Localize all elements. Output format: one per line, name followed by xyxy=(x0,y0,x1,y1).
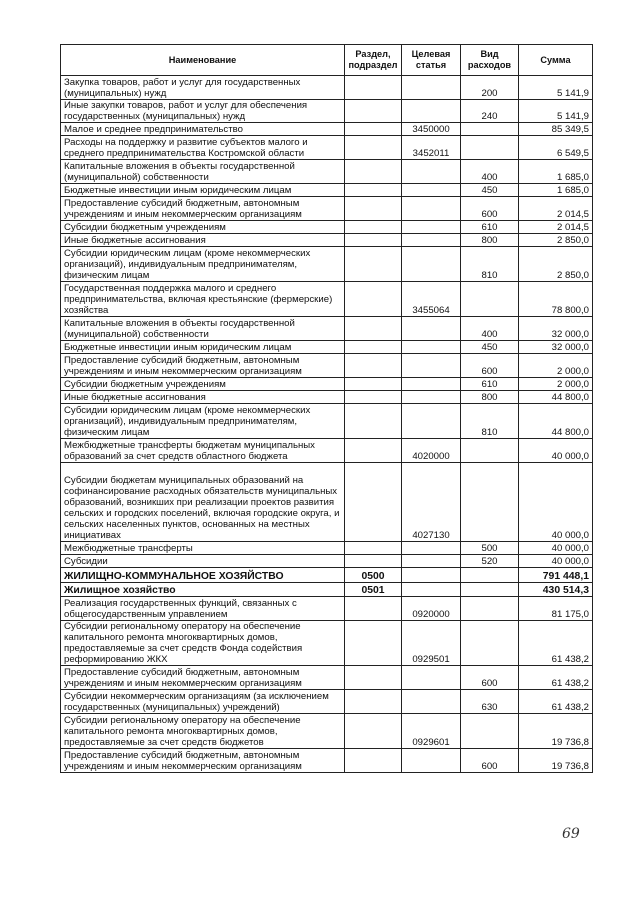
row-section xyxy=(345,341,402,354)
row-name: Субсидии юридическим лицам (кроме некоммерческих организаций), индивидуальным предпринимателям, физическим лицам xyxy=(61,247,345,282)
row-article xyxy=(402,542,461,555)
row-name: Малое и среднее предпринимательство xyxy=(61,123,345,136)
row-name: Расходы на поддержку и развитие субъектов малого и среднего предпринимательства Костромской области xyxy=(61,136,345,160)
row-type xyxy=(461,136,519,160)
table-row xyxy=(61,583,593,597)
row-article xyxy=(402,100,461,123)
row-article xyxy=(402,76,461,100)
row-name: Бюджетные инвестиции иным юридическим лицам xyxy=(61,341,345,354)
row-article: 4020000 xyxy=(402,439,461,463)
table-row xyxy=(61,666,593,690)
budget-table xyxy=(60,44,593,773)
row-article xyxy=(402,555,461,568)
row-amount: 32 000,0 xyxy=(519,341,593,354)
row-section xyxy=(345,555,402,568)
table-row xyxy=(61,76,593,100)
table-row xyxy=(61,714,593,749)
row-name: Реализация государственных функций, связанных с общегосударственным управлением xyxy=(61,597,345,621)
row-article xyxy=(402,317,461,341)
row-amount: 44 800,0 xyxy=(519,391,593,404)
row-section xyxy=(345,439,402,463)
row-section xyxy=(345,76,402,100)
table-row xyxy=(61,282,593,317)
table-row xyxy=(61,378,593,391)
row-section xyxy=(345,666,402,690)
row-article xyxy=(402,568,461,583)
row-amount: 32 000,0 xyxy=(519,317,593,341)
row-article xyxy=(402,197,461,221)
table-row xyxy=(61,568,593,583)
row-section xyxy=(345,221,402,234)
row-section xyxy=(345,597,402,621)
row-article: 3455064 xyxy=(402,282,461,317)
row-amount: 1 685,0 xyxy=(519,184,593,197)
row-type: 400 xyxy=(461,317,519,341)
row-type xyxy=(461,123,519,136)
row-name: Субсидии некоммерческим организациям (за исключением государственных (муниципальных) учреждений) xyxy=(61,690,345,714)
row-type: 450 xyxy=(461,184,519,197)
row-amount: 430 514,3 xyxy=(519,583,593,597)
row-name: Государственная поддержка малого и среднего предпринимательства, включая крестьянские (фермерские) хозяйства xyxy=(61,282,345,317)
row-article xyxy=(402,690,461,714)
table-row xyxy=(61,341,593,354)
table-row xyxy=(61,391,593,404)
row-amount: 5 141,9 xyxy=(519,76,593,100)
row-section xyxy=(345,404,402,439)
row-amount: 6 549,5 xyxy=(519,136,593,160)
row-section xyxy=(345,100,402,123)
row-amount: 61 438,2 xyxy=(519,666,593,690)
row-article: 4027130 xyxy=(402,463,461,542)
row-type: 400 xyxy=(461,160,519,184)
table-row xyxy=(61,160,593,184)
header-amount: Сумма xyxy=(519,45,593,76)
row-amount: 44 800,0 xyxy=(519,404,593,439)
row-amount: 40 000,0 xyxy=(519,542,593,555)
row-amount: 2 850,0 xyxy=(519,247,593,282)
header-type: Вид расходов xyxy=(461,45,519,76)
row-amount: 85 349,5 xyxy=(519,123,593,136)
table-row xyxy=(61,197,593,221)
row-type xyxy=(461,463,519,542)
row-name: Предоставление субсидий бюджетным, автономным учреждениям и иным некоммерческим организациям xyxy=(61,197,345,221)
row-type: 800 xyxy=(461,234,519,247)
row-section xyxy=(345,160,402,184)
row-amount: 2 014,5 xyxy=(519,221,593,234)
row-type: 200 xyxy=(461,76,519,100)
row-name: Иные бюджетные ассигнования xyxy=(61,391,345,404)
row-section xyxy=(345,749,402,773)
row-article xyxy=(402,354,461,378)
row-name: Предоставление субсидий бюджетным, автономным учреждениям и иным некоммерческим организациям xyxy=(61,749,345,773)
row-name: Субсидии xyxy=(61,555,345,568)
row-type: 800 xyxy=(461,391,519,404)
row-amount: 61 438,2 xyxy=(519,690,593,714)
row-name: Иные бюджетные ассигнования xyxy=(61,234,345,247)
row-section xyxy=(345,714,402,749)
row-section xyxy=(345,391,402,404)
row-section xyxy=(345,463,402,542)
table-row xyxy=(61,234,593,247)
row-section xyxy=(345,282,402,317)
row-article: 0929601 xyxy=(402,714,461,749)
row-article xyxy=(402,749,461,773)
row-amount: 1 685,0 xyxy=(519,160,593,184)
row-type: 500 xyxy=(461,542,519,555)
row-article: 3452011 xyxy=(402,136,461,160)
row-amount: 791 448,1 xyxy=(519,568,593,583)
row-name: Субсидии региональному оператору на обеспечение капитального ремонта многоквартирных домов, предоставляемые за счет средств Фонда содействия реформированию ЖКХ xyxy=(61,621,345,666)
row-section: 0501 xyxy=(345,583,402,597)
table-row xyxy=(61,439,593,463)
table-row xyxy=(61,184,593,197)
table-row xyxy=(61,100,593,123)
row-name: Закупка товаров, работ и услуг для государственных (муниципальных) нужд xyxy=(61,76,345,100)
row-type xyxy=(461,439,519,463)
row-amount: 2 014,5 xyxy=(519,197,593,221)
row-article: 0920000 xyxy=(402,597,461,621)
row-section xyxy=(345,378,402,391)
row-type: 600 xyxy=(461,666,519,690)
row-article: 0929501 xyxy=(402,621,461,666)
row-type: 810 xyxy=(461,247,519,282)
row-name: Субсидии юридическим лицам (кроме некоммерческих организаций), индивидуальным предпринимателям, физическим лицам xyxy=(61,404,345,439)
row-section xyxy=(345,197,402,221)
row-amount: 5 141,9 xyxy=(519,100,593,123)
table-row xyxy=(61,404,593,439)
row-article xyxy=(402,341,461,354)
row-section xyxy=(345,542,402,555)
row-section xyxy=(345,621,402,666)
row-amount: 2 000,0 xyxy=(519,354,593,378)
row-name: Бюджетные инвестиции иным юридическим лицам xyxy=(61,184,345,197)
header-article: Целевая статья xyxy=(402,45,461,76)
row-type xyxy=(461,621,519,666)
row-section xyxy=(345,234,402,247)
row-name: Жилищное хозяйство xyxy=(61,583,345,597)
table-row xyxy=(61,749,593,773)
row-type: 520 xyxy=(461,555,519,568)
row-name: Субсидии бюджетным учреждениям xyxy=(61,378,345,391)
row-name: Иные закупки товаров, работ и услуг для обеспечения государственных (муниципальных) нужд xyxy=(61,100,345,123)
row-name: Предоставление субсидий бюджетным, автономным учреждениям и иным некоммерческим организациям xyxy=(61,666,345,690)
row-name: Субсидии бюджетам муниципальных образований на софинансирование расходных обязательств муниципальных образований, возникших при реализации проектов развития сельских и городских поселений, включая городские округа, и сельских населенных пунктов, основанных на местных инициативах xyxy=(61,463,345,542)
row-type: 600 xyxy=(461,749,519,773)
row-name: Капитальные вложения в объекты государственной (муниципальной) собственности xyxy=(61,317,345,341)
table-row xyxy=(61,555,593,568)
row-type: 810 xyxy=(461,404,519,439)
table-row xyxy=(61,542,593,555)
row-article xyxy=(402,160,461,184)
row-section xyxy=(345,247,402,282)
row-article xyxy=(402,234,461,247)
row-type xyxy=(461,568,519,583)
table-row xyxy=(61,621,593,666)
row-type xyxy=(461,282,519,317)
row-amount: 61 438,2 xyxy=(519,621,593,666)
header-name: Наименование xyxy=(61,45,345,76)
row-type: 630 xyxy=(461,690,519,714)
row-section xyxy=(345,690,402,714)
row-type xyxy=(461,714,519,749)
row-type: 600 xyxy=(461,197,519,221)
row-article xyxy=(402,184,461,197)
row-article xyxy=(402,391,461,404)
table-row xyxy=(61,123,593,136)
row-article xyxy=(402,404,461,439)
row-section: 0500 xyxy=(345,568,402,583)
row-section xyxy=(345,136,402,160)
table-row xyxy=(61,247,593,282)
row-name: Капитальные вложения в объекты государственной (муниципальной) собственности xyxy=(61,160,345,184)
row-amount: 2 000,0 xyxy=(519,378,593,391)
row-type: 600 xyxy=(461,354,519,378)
row-section xyxy=(345,184,402,197)
row-type: 240 xyxy=(461,100,519,123)
row-amount: 2 850,0 xyxy=(519,234,593,247)
row-amount: 78 800,0 xyxy=(519,282,593,317)
row-amount: 40 000,0 xyxy=(519,463,593,542)
table-row xyxy=(61,221,593,234)
table-row xyxy=(61,690,593,714)
row-article xyxy=(402,666,461,690)
table-row xyxy=(61,317,593,341)
row-name: Субсидии региональному оператору на обеспечение капитального ремонта многоквартирных домов, предоставляемые за счет средств бюджетов xyxy=(61,714,345,749)
header-section: Раздел, подраздел xyxy=(345,45,402,76)
row-section xyxy=(345,317,402,341)
row-section xyxy=(345,123,402,136)
row-name: ЖИЛИЩНО-КОММУНАЛЬНОЕ ХОЗЯЙСТВО xyxy=(61,568,345,583)
row-amount: 19 736,8 xyxy=(519,714,593,749)
row-type: 450 xyxy=(461,341,519,354)
row-name: Предоставление субсидий бюджетным, автономным учреждениям и иным некоммерческим организациям xyxy=(61,354,345,378)
row-type: 610 xyxy=(461,378,519,391)
table-row xyxy=(61,463,593,542)
row-type: 610 xyxy=(461,221,519,234)
table-row xyxy=(61,354,593,378)
row-article xyxy=(402,378,461,391)
budget-document xyxy=(60,44,592,773)
page-number: 69 xyxy=(562,826,580,842)
row-article xyxy=(402,221,461,234)
row-amount: 81 175,0 xyxy=(519,597,593,621)
row-article xyxy=(402,583,461,597)
row-article: 3450000 xyxy=(402,123,461,136)
row-name: Субсидии бюджетным учреждениям xyxy=(61,221,345,234)
row-type xyxy=(461,597,519,621)
table-row xyxy=(61,136,593,160)
table-header-row xyxy=(61,45,593,76)
row-type xyxy=(461,583,519,597)
table-row xyxy=(61,597,593,621)
row-name: Межбюджетные трансферты бюджетам муниципальных образований за счет средств областного бюджета xyxy=(61,439,345,463)
row-name: Межбюджетные трансферты xyxy=(61,542,345,555)
row-amount: 40 000,0 xyxy=(519,555,593,568)
row-article xyxy=(402,247,461,282)
row-amount: 19 736,8 xyxy=(519,749,593,773)
row-section xyxy=(345,354,402,378)
row-amount: 40 000,0 xyxy=(519,439,593,463)
